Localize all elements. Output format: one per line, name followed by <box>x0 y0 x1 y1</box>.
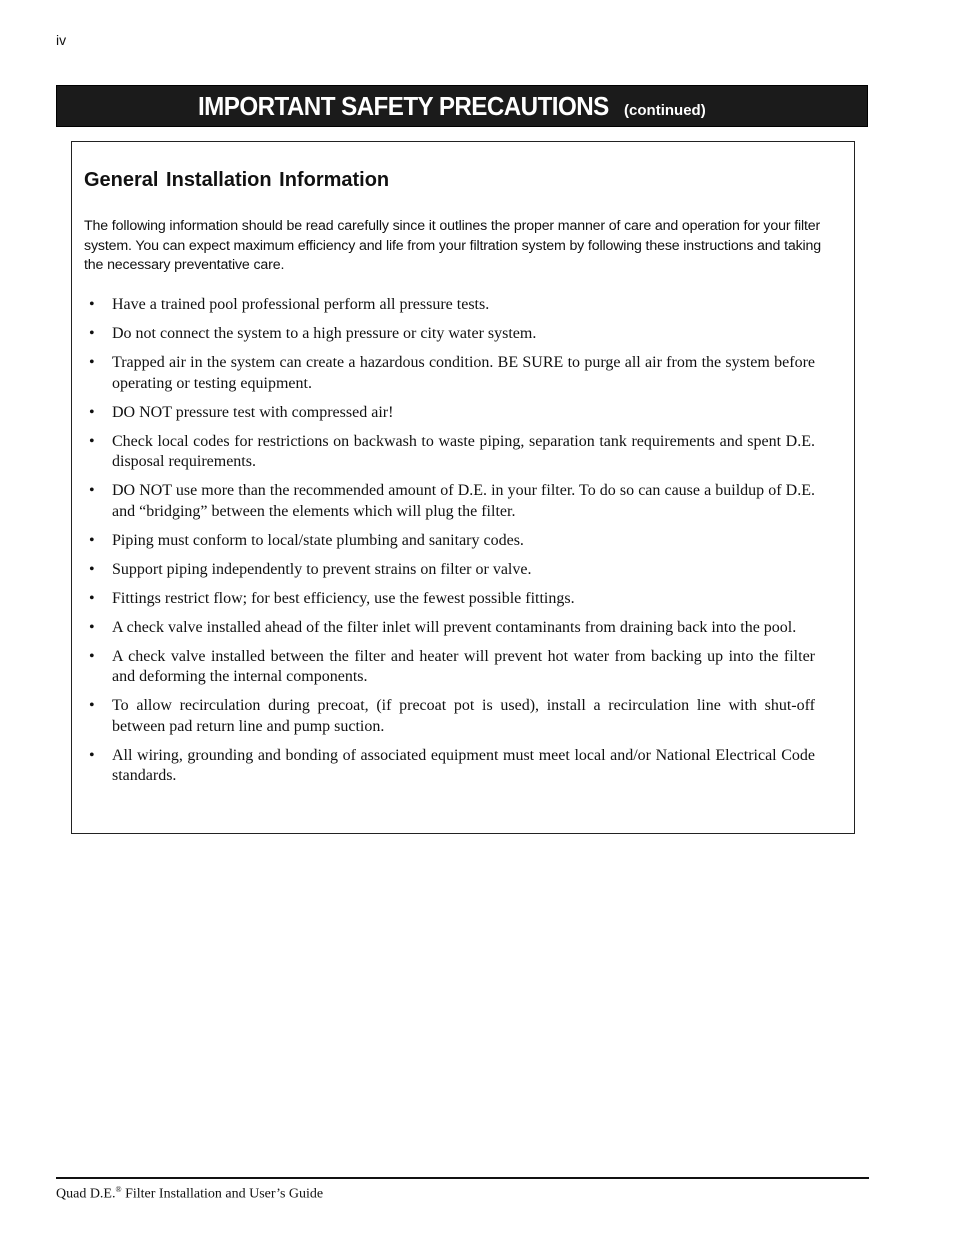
list-item-text: To allow recirculation during precoat, (if precoat pot is used), install a recirculation line with shut-off between pad return line and pump suction. <box>112 697 815 735</box>
list-item-text: Have a trained pool professional perform all pressure tests. <box>112 296 490 313</box>
bullet-icon: • <box>89 482 95 499</box>
list-item-text: Do not connect the system to a high pressure or city water system. <box>112 325 537 342</box>
footer-title <box>56 1185 323 1203</box>
footer-product: Quad D.E. <box>56 1186 116 1202</box>
bullet-icon: • <box>89 647 95 665</box>
list-item-text: Support piping independently to prevent strains on filter or valve. <box>112 560 532 578</box>
precautions-list <box>89 295 815 795</box>
list-item <box>89 324 815 345</box>
bullet-icon: • <box>89 403 95 421</box>
list-item-text: Check local codes for restrictions on backwash to waste piping, separation tank requirements and spent D.E. disposal requirements. <box>112 432 815 470</box>
list-item-text: Fittings restrict flow; for best efficiency, use the fewest possible fittings. <box>112 589 575 607</box>
list-item <box>89 618 815 639</box>
list-item <box>89 696 815 737</box>
footer-guide-title: Filter Installation and User’s Guide <box>121 1186 324 1202</box>
bullet-icon: • <box>89 296 95 313</box>
info-box <box>71 141 855 834</box>
list-item <box>89 589 815 610</box>
list-item-text: A check valve installed ahead of the filter inlet will prevent contaminants from draining back into the pool. <box>112 618 797 636</box>
section-banner <box>56 85 868 127</box>
list-item-text: Piping must conform to local/state plumbing and sanitary codes. <box>112 531 524 549</box>
bullet-icon: • <box>89 560 95 578</box>
list-item <box>89 353 815 394</box>
bullet-icon: • <box>89 354 95 371</box>
list-item <box>89 403 815 424</box>
list-item <box>89 295 815 316</box>
list-item-text: Trapped air in the system can create a hazardous condition. BE SURE to purge all air from the system before operating or testing equipment. <box>112 354 815 392</box>
bullet-icon: • <box>89 746 95 764</box>
intro-paragraph: The following information should be read carefully since it outlines the proper manner of care and operation for your filter system. You can expect maximum efficiency and life from your filtration system by following these instructions and taking the necessary preventative care. <box>84 218 822 273</box>
list-item-text: DO NOT use more than the recommended amount of D.E. in your filter. To do so can cause a buildup of D.E. and “bridging” between the elements which will plug the filter. <box>112 482 815 520</box>
list-item <box>89 531 815 552</box>
banner-subtitle: (continued) <box>624 102 706 119</box>
bullet-icon: • <box>89 432 95 450</box>
footer-divider <box>56 1177 869 1179</box>
bullet-icon: • <box>89 618 95 636</box>
registered-mark: ® <box>115 1185 122 1194</box>
bullet-icon: • <box>89 531 95 549</box>
list-item-text: DO NOT pressure test with compressed air! <box>112 403 394 421</box>
bullet-icon: • <box>89 697 95 714</box>
list-item <box>89 432 815 473</box>
list-item-text: All wiring, grounding and bonding of associated equipment must meet local and/or National Electrical Code standards. <box>112 746 815 784</box>
list-item <box>89 560 815 581</box>
section-title: General Installation Information <box>84 169 390 191</box>
bullet-icon: • <box>89 325 95 342</box>
list-item-text: A check valve installed between the filter and heater will prevent hot water from backing up into the filter and deforming the internal components. <box>112 647 815 685</box>
banner-heading <box>198 91 706 122</box>
banner-title: IMPORTANT SAFETY PRECAUTIONS <box>198 91 609 121</box>
bullet-icon: • <box>89 589 95 607</box>
list-item <box>89 746 815 787</box>
page-number: iv <box>56 32 67 48</box>
list-item <box>89 481 815 522</box>
list-item <box>89 647 815 688</box>
